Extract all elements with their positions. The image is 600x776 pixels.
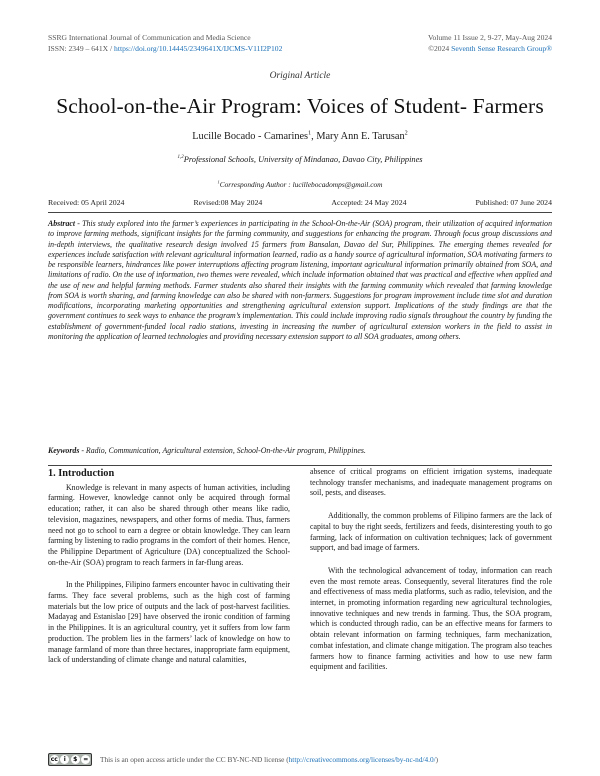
affiliation: $^{1,2}$Professional Schools, University of Mindanao, Davao City, Philippines	[177, 155, 423, 164]
author-list: Lucille Bocado - Camarines$^1$, Mary Ann E. Tarusan$^2$	[192, 129, 408, 142]
author-name: Lucille Bocado - Camarines	[192, 131, 309, 142]
body-column-left	[48, 465, 290, 666]
body-paragraph: Additionally, the common problems of Filipino farmers are the lack of capital to buy the right seeds, fertilizers and feeds, disinteresting youth to go farming, lack of information on cultivation techniques; lack of government support, and bad image of farmers.	[310, 511, 552, 553]
abstract	[48, 219, 552, 342]
copyright: ©2024 Seventh Sense Research Group®	[428, 43, 552, 53]
volume-info: Volume 11 Issue 2, 9-27, May-Aug 2024	[427, 33, 552, 42]
corresponding-author: $^1$Corresponding Author : lucillebocadomps@gmail.com	[217, 179, 383, 189]
accepted-date: Accepted: 24 May 2024	[331, 198, 407, 207]
journal-name: SSRG International Journal of Communication and Media Science	[48, 33, 251, 42]
nc-icon: $	[71, 755, 80, 764]
journal-header-right	[428, 33, 552, 54]
publisher-link[interactable]: Seventh Sense Research Group®	[451, 43, 552, 53]
author-name: Mary Ann E. Tarusan	[316, 131, 405, 142]
keywords-text: - Radio, Communication, Agricultural extension, School-On-the-Air program, Philippines.	[79, 446, 366, 455]
issn-doi	[48, 44, 282, 55]
body-paragraph: Knowledge is relevant in many aspects of human activities, including farming. However, knowledge cannot only be acquired through formal education; rather, it can also be shared through other means like radio, television, magazines, newspapers, and other forms of media. Thus, farmers need not go to school to earn a degree or obtain knowledge. They can learn farming by listening to radio programs in the comfort of their homes. Hence, the Philippine Department of Agriculture (DA) conceptualized the School-on-the-Air (SOA) program to reach farmers in far-flung areas.	[48, 482, 290, 567]
section-heading: 1. Introduction	[48, 468, 115, 479]
journal-header-left	[48, 33, 282, 54]
cc-license-icon[interactable]	[48, 753, 92, 766]
abstract-label: Abstract	[48, 219, 76, 228]
doi-link[interactable]: https://doi.org/10.14445/2349641X/IJCMS-V11I2P102	[114, 43, 283, 53]
body-paragraph: In the Philippines, Filipino farmers encounter havoc in cultivating their farms. They face several problems, such as the high cost of farming materials but the low price of outputs and the lack of post-harvest facilities. Madayag and Estanislao [29] have observed the ironic condition of farming in the Philippines. It is an agricultural country, yet it suffers from low farm production. The problem lies in the farmers’ lack of knowledge on how to manage farmland of more than three hectares, inappropriate farm equipment, lack of understanding of climate change and natural calamities,	[48, 580, 290, 665]
body-paragraph: With the technological advancement of today, information can reach even the most remote areas. Consequently, several literatures find the role and effectiveness of mass media platforms, such as radio, television, and the internet, in promoting information regarding new agricultural technologies, innovative techniques and new trends in farming. Thus, the SOA program, which is conducted through radio, can be an effective means for farmers to obtain relevant information on farming techniques, farm mechanization, combat infestation, and climate change mitigation. The program also teaches farmers how to finance farming activities and how to use new farm equipment and facilities.	[310, 565, 552, 672]
issn: ISSN: 2349 – 641X /	[48, 43, 113, 53]
divider	[48, 212, 552, 213]
article-type: Original Article	[269, 71, 331, 81]
license-text: This is an open access article under the CC BY-NC-ND license (http://creativecommons.org/licenses/by-nc-nd/4.0/)	[100, 754, 439, 764]
cc-icon: cc	[50, 755, 58, 763]
keywords	[48, 446, 552, 455]
publication-dates	[48, 198, 552, 207]
received-date: Received: 05 April 2024	[48, 198, 125, 207]
body-column-right	[310, 465, 552, 673]
license-link[interactable]: http://creativecommons.org/licenses/by-nc-nd/4.0/	[288, 754, 436, 764]
by-icon: i	[60, 755, 69, 764]
keywords-label: Keywords	[48, 446, 80, 455]
body-paragraph: absence of critical programs on efficient irrigation systems, inadequate technology transfer mechanisms, and inadequate management programs on soil, pests, and diseases.	[310, 467, 552, 498]
abstract-text: - This study explored into the farmer’s experiences in participating in the School-On-the-Air (SOA) program, their utilization of acquired information to improve farming methods, significant insights for the farming community, and suggestions for enhancing the program. Through focus group discussions and in-depth interviews, the qualitative research design involved 15 farmers from Bansalan, Davao del Sur, Philippines. The emerging themes revealed for experiences include satisfaction with relevant agricultural information learned, radio as a handy source of agricultural information, SOA motivating farmers to be responsible learners, hindrances like power interruptions affecting program listening, important agricultural information primarily obtained from SOA, and limitations of radio. On the use of information, two themes were revealed, which include information obtained that was practical and effective when applied and the use of new and helpful farming methods. Farmer students also shared their insights with the farming community which revealed that farming knowledge from SOA is worth sharing, and farming knowledge can also be shared with non-farmers. Suggestions for program improvement include time slot and duration modifications, incorporating marketing opportunities and strengthening agricultural extension support. Implications of the study findings are that the government continues to seek ways to enhance the program’s implementation. This could include improving radio signals throughout the country by funding the establishment of government-funded local radio stations, investing in increasing the number of agricultural extension workers in the field to assist in monitoring the application of learned technologies and providing necessary extension support to all SOA graduates, among others.	[48, 219, 552, 341]
license-footer	[48, 752, 552, 766]
revised-date: Revised:08 May 2024	[193, 198, 263, 207]
published-date: Published: 07 June 2024	[475, 198, 552, 207]
nd-icon: =	[83, 755, 89, 763]
paper-title: School-on-the-Air Program: Voices of Student- Farmers	[56, 94, 544, 118]
